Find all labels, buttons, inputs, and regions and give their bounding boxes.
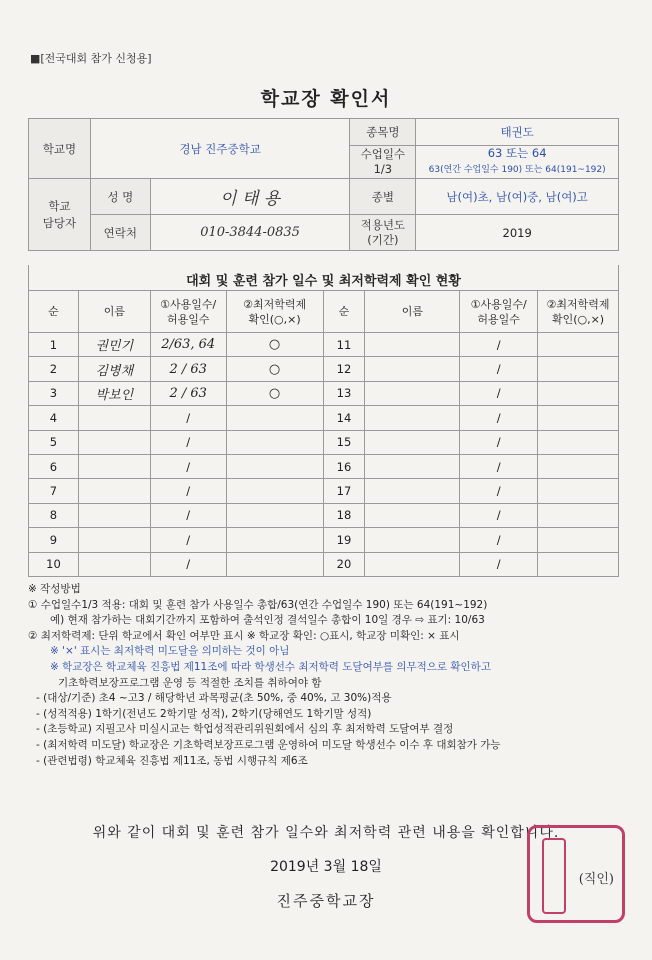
row-check-2 (538, 381, 619, 405)
note-line: 예) 현재 참가하는 대회기간까지 포함하여 출석인정 결석일수 총합이 10일 경우 ⇨ 표기: 10/63 (50, 614, 485, 627)
row-no: 6 (29, 454, 79, 478)
row-no: 1 (29, 333, 79, 357)
row-check-2 (538, 479, 619, 503)
row-name (78, 552, 150, 576)
row-days: 2/63, 64 (150, 333, 226, 357)
table-row (29, 479, 619, 503)
header-name-2: 이름 (365, 291, 460, 333)
row-days: 2 / 63 (150, 381, 226, 405)
table-row (29, 528, 619, 552)
note-line: - (성적적용) 1학기(전년도 2학기말 성적), 2학기(당해연도 1학기말 성적) (36, 707, 372, 720)
confirmation-statement: 위와 같이 대회 및 훈련 참가 일수와 최저학력 관련 내용을 확인합니다. (92, 825, 560, 841)
note-line: ② 최저학력제: 단위 학교에서 확인 여부만 표시 ※ 학교장 확인: ○표시, 학교장 미확인: × 표시 (28, 629, 460, 642)
row-name-2 (365, 357, 460, 381)
official-seal (527, 825, 625, 923)
row-check (226, 503, 323, 527)
row-name-2 (365, 552, 460, 576)
note-line: - (최저학력 미도달) 학교장은 기초학력보장프로그램 운영하여 미도달 학생선수 이수 후 대회참가 가능 (36, 738, 501, 751)
category-label: 종별 (350, 179, 416, 215)
event-value: 태권도 (416, 119, 619, 146)
row-check-2 (538, 406, 619, 430)
table-row (29, 454, 619, 478)
row-check-2 (538, 503, 619, 527)
header-no: 순 (29, 291, 79, 333)
row-check-2 (538, 430, 619, 454)
table-row (29, 430, 619, 454)
info-table (28, 118, 619, 251)
attendance-rows (29, 333, 619, 577)
year-value: 2019 (416, 215, 619, 251)
row-name-2 (365, 479, 460, 503)
notes-title: ※ 작성방법 (28, 583, 81, 595)
principal-title: 진주중학교장 (276, 892, 376, 910)
row-days: / (150, 528, 226, 552)
row-no-2: 16 (323, 454, 365, 478)
row-no-2: 20 (323, 552, 365, 576)
class-days-label-line2: 1/3 (373, 162, 393, 176)
row-no-2: 13 (323, 381, 365, 405)
row-name: 권민기 (78, 333, 150, 357)
header-days-2 (460, 291, 538, 333)
event-label: 종목명 (350, 119, 416, 146)
row-no-2: 11 (323, 333, 365, 357)
note-line: ① 수업일수1/3 적용: 대회 및 훈련 참가 사용일수 총합/63(연간 수업일수 190) 또는 64(191~192) (28, 598, 488, 611)
manager-label (29, 179, 91, 251)
row-days-2: / (460, 552, 538, 576)
row-check (226, 406, 323, 430)
row-check-2 (538, 333, 619, 357)
school-value: 경남 진주중학교 (90, 119, 350, 179)
row-check (226, 454, 323, 478)
table-row (29, 552, 619, 576)
row-check: ○ (226, 381, 323, 405)
year-label-line2: (기간) (367, 232, 399, 247)
contact-handwritten: 010-3844-0835 (150, 215, 350, 251)
attendance-header-row (29, 291, 619, 333)
table-row (29, 333, 619, 357)
row-days: / (150, 552, 226, 576)
header-min2-line1: ②최저학력제 (546, 297, 610, 311)
row-name-2 (365, 430, 460, 454)
row-no-2: 18 (323, 503, 365, 527)
row-name-2 (365, 333, 460, 357)
row-name (78, 503, 150, 527)
header-min2-line2: 확인(○,×) (551, 312, 605, 326)
table-row (29, 357, 619, 381)
row-no-2: 17 (323, 479, 365, 503)
row-no-2: 19 (323, 528, 365, 552)
form-tag: ■[전국대회 참가 신청용] (30, 52, 152, 65)
row-check-2 (538, 454, 619, 478)
header-days-line2: 허용일수 (166, 312, 210, 326)
row-no: 5 (29, 430, 79, 454)
year-label (350, 215, 416, 251)
row-no-2: 14 (323, 406, 365, 430)
document-title: 학교장 확인서 (260, 88, 392, 110)
row-check-2 (538, 357, 619, 381)
row-name: 김병채 (78, 357, 150, 381)
class-days-label (350, 146, 416, 179)
note-line: - (관련법령) 학교체육 진흥법 제11조, 동법 시행규칙 제6조 (36, 754, 308, 767)
row-days: / (150, 503, 226, 527)
category-value: 남(여)초, 남(여)중, 남(여)고 (416, 179, 619, 215)
row-no: 8 (29, 503, 79, 527)
header-days (150, 291, 226, 333)
row-days: / (150, 454, 226, 478)
row-name: 박보인 (78, 381, 150, 405)
row-check (226, 430, 323, 454)
row-days-2: / (460, 357, 538, 381)
class-days-value-detail: 63(연간 수업일수 190) 또는 64(191~192) (428, 165, 606, 175)
note-line: - (대상/기준) 초4 ~고3 / 해당학년 과목평균(초 50%, 중 40%, 고 30%)적용 (36, 692, 392, 705)
issue-date: 2019년 3월 18일 (270, 859, 382, 875)
class-days-value (416, 146, 619, 179)
table-row (29, 406, 619, 430)
row-name-2 (365, 528, 460, 552)
manager-name-handwritten: 이 태 용 (150, 179, 350, 215)
row-check: ○ (226, 357, 323, 381)
row-name-2 (365, 406, 460, 430)
row-days-2: / (460, 333, 538, 357)
row-no-2: 15 (323, 430, 365, 454)
row-name-2 (365, 454, 460, 478)
attendance-section-title: 대회 및 훈련 참가 일수 및 최저학력제 확인 현황 (28, 265, 619, 290)
school-label: 학교명 (29, 119, 91, 179)
row-check (226, 552, 323, 576)
header-name: 이름 (78, 291, 150, 333)
name-label: 성 명 (90, 179, 150, 215)
row-days-2: / (460, 479, 538, 503)
row-name-2 (365, 381, 460, 405)
row-no-2: 12 (323, 357, 365, 381)
row-days: / (150, 479, 226, 503)
header-no-2: 순 (323, 291, 365, 333)
note-line: - (초등학교) 지필고사 미실시교는 학업성적관리위원회에서 심의 후 최저학력 도달여부 결정 (36, 723, 454, 736)
table-row (29, 381, 619, 405)
row-days-2: / (460, 430, 538, 454)
row-days: / (150, 430, 226, 454)
class-days-label-line1: 수업일수 (360, 147, 406, 161)
note-line: ※ 학교장은 학교체육 진흥법 제11조에 따라 학생선수 최저학력 도달여부를 의무적으로 확인하고 (50, 660, 491, 673)
class-days-value-main: 63 또는 64 (487, 146, 547, 160)
seal-stamp-icon (542, 838, 566, 914)
writing-instructions (28, 582, 628, 769)
row-check-2 (538, 528, 619, 552)
seal-text: (직인) (578, 872, 614, 887)
header-days-line1: ①사용일수/ (160, 297, 217, 311)
row-days: 2 / 63 (150, 357, 226, 381)
attendance-table (28, 290, 619, 577)
row-no: 2 (29, 357, 79, 381)
row-name (78, 528, 150, 552)
row-days-2: / (460, 528, 538, 552)
row-no: 7 (29, 479, 79, 503)
row-name (78, 430, 150, 454)
contact-label: 연락처 (90, 215, 150, 251)
row-check (226, 528, 323, 552)
row-check (226, 479, 323, 503)
manager-label-line2: 담당자 (42, 215, 77, 230)
header-min-line2: 확인(○,×) (248, 312, 301, 326)
row-no: 9 (29, 528, 79, 552)
note-line: ※ '×' 표시는 최저학력 미도달을 의미하는 것이 아님 (50, 645, 290, 658)
row-name (78, 479, 150, 503)
row-name (78, 454, 150, 478)
row-check-2 (538, 552, 619, 576)
row-no: 4 (29, 406, 79, 430)
row-days-2: / (460, 503, 538, 527)
row-days: / (150, 406, 226, 430)
header-min (226, 291, 323, 333)
note-line: 기초학력보장프로그램 운영 등 적절한 조치를 취하여야 함 (58, 676, 322, 689)
header-min-line1: ②최저학력제 (243, 297, 307, 311)
row-name-2 (365, 503, 460, 527)
row-name (78, 406, 150, 430)
row-no: 3 (29, 381, 79, 405)
row-days-2: / (460, 454, 538, 478)
manager-label-line1: 학교 (48, 198, 71, 213)
row-days-2: / (460, 406, 538, 430)
row-days-2: / (460, 381, 538, 405)
row-check: ○ (226, 333, 323, 357)
header-days2-line2: 허용일수 (477, 312, 520, 326)
table-row (29, 503, 619, 527)
row-no: 10 (29, 552, 79, 576)
header-days2-line1: ①사용일수/ (470, 297, 527, 311)
year-label-line1: 적용년도 (360, 217, 406, 232)
header-min-2 (538, 291, 619, 333)
